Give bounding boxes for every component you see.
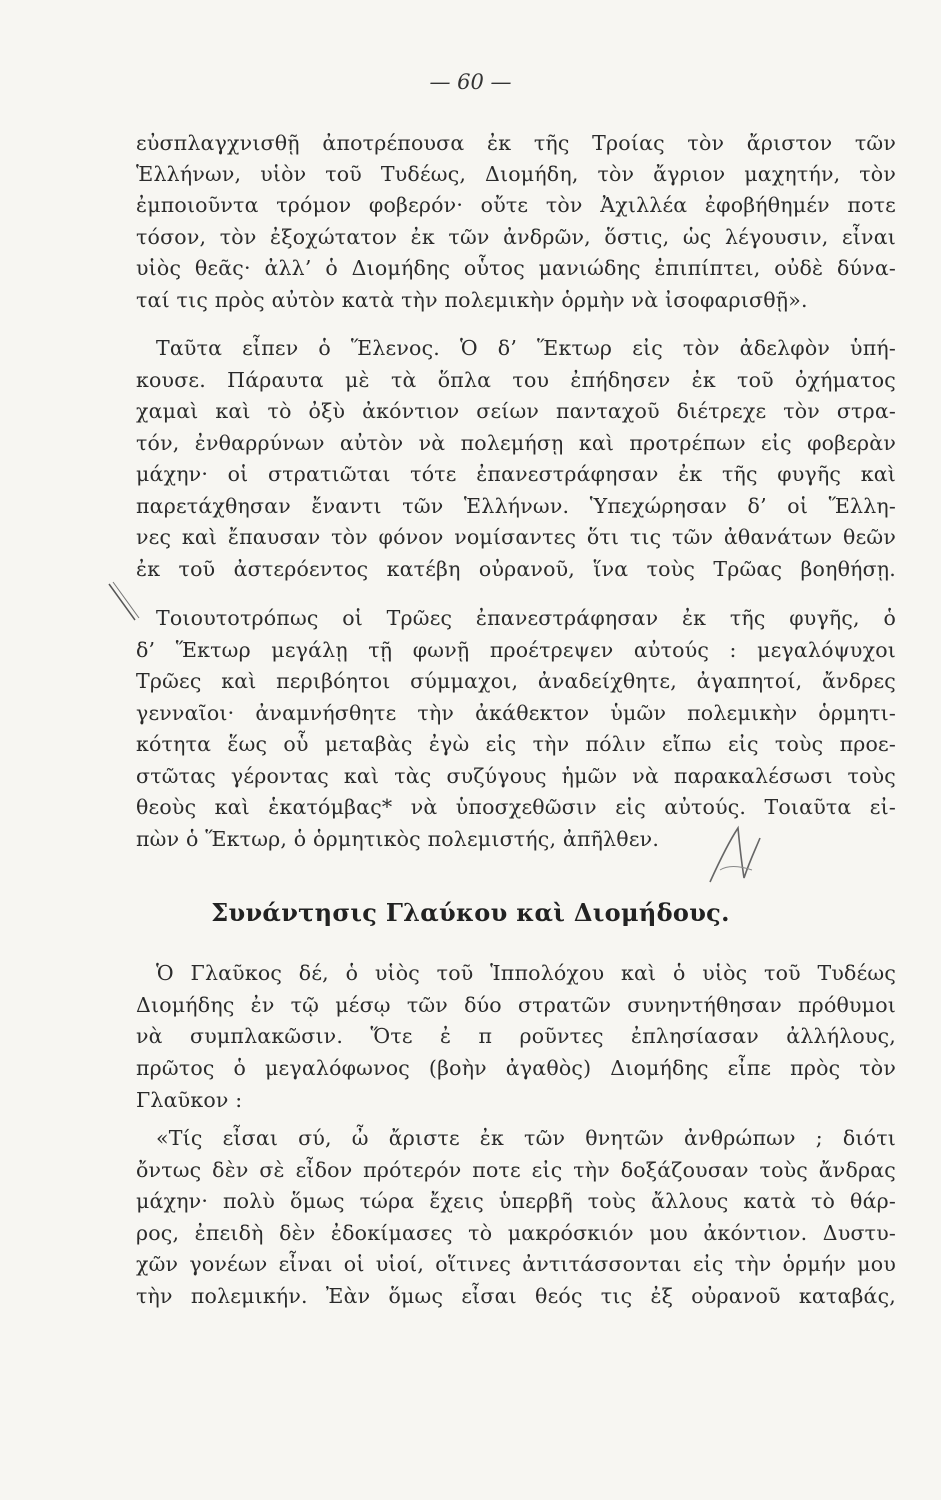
text-line: στῶτας γέροντας καὶ τὰς συζύγους ἡμῶν νὰ παρακαλέσωσι τοὺς — [136, 764, 896, 788]
text-line: υἱὸς θεᾶς· ἀλλ’ ὁ Διομήδης οὗτος μανιώδης ἐπιπίπτει, οὐδὲ δύνα- — [136, 256, 896, 280]
text-line: μάχην· οἱ στρατιῶται τότε ἐπανεστράφησαν ἐκ τῆς φυγῆς καὶ — [136, 462, 896, 486]
section-heading: Συνάντησις Γλαύκου καὶ Διομήδους. — [211, 898, 730, 927]
text-line: μάχην· πολὺ ὅμως τώρα ἔχεις ὑπερβῆ τοὺς ἄλλους κατὰ τὸ θάρ- — [136, 1189, 896, 1213]
text-line: θεοὺς καὶ ἑκατόμβας* νὰ ὑποσχεθῶσιν εἰς αὐτούς. Τοιαῦτα εἰ- — [136, 795, 896, 819]
pencil-mark-icon — [105, 580, 145, 630]
text-line: ταί τις πρὸς αὐτὸν κατὰ τὴν πολεμικὴν ὁρμὴν νὰ ἰσοφαρισθῇ». — [136, 288, 808, 312]
text-line: πὼν ὁ Ἕκτωρ, ὁ ὁρμητικὸς πολεμιστής, ἀπῆλθεν. — [136, 827, 660, 851]
text-line: Διομήδης ἐν τῷ μέσῳ τῶν δύο στρατῶν συνηντήθησαν πρόθυμοι — [136, 993, 896, 1017]
text-line: Ὁ Γλαῦκος δέ, ὁ υἱὸς τοῦ Ἱππολόχου καὶ ὁ υἱὸς τοῦ Τυδέως — [156, 961, 896, 985]
text-line: τόσον, τὸν ἐξοχώτατον ἐκ τῶν ἀνδρῶν, ὅστις, ὡς λέγουσιν, εἶναι — [136, 225, 896, 249]
text-line: Τοιουτοτρόπως οἱ Τρῶες ἐπανεστράφησαν ἐκ τῆς φυγῆς, ὁ — [156, 606, 896, 630]
text-line: χαμαὶ καὶ τὸ ὀξὺ ἀκόντιον σείων πανταχοῦ διέτρεχε τὸν στρα- — [136, 399, 896, 423]
text-line: εὐσπλαγχνισθῇ ἀποτρέπουσα ἐκ τῆς Τροίας τὸν ἄριστον τῶν — [136, 131, 896, 155]
text-line: νες καὶ ἔπαυσαν τὸν φόνον νομίσαντες ὅτι τις τῶν ἀθανάτων θεῶν — [136, 525, 896, 549]
text-line: τόν, ἐνθαρρύνων αὐτὸν νὰ πολεμήσῃ καὶ προτρέπων εἰς φοβερὰν — [136, 431, 896, 455]
text-line: ἐκ τοῦ ἀστερόεντος κατέβη οὐρανοῦ, ἵνα τοὺς Τρῶας βοηθήσῃ. — [136, 557, 896, 581]
text-line: νὰ συμπλακῶσιν. Ὅτε ἐ π ροῦντες ἐπλησίασαν ἀλλήλους, — [136, 1024, 896, 1048]
page-number: — 60 — — [429, 70, 512, 94]
text-line: παρετάχθησαν ἔναντι τῶν Ἑλλήνων. Ὑπεχώρησαν δ’ οἱ Ἕλλη- — [136, 494, 896, 518]
text-line: κουσε. Πάραυτα μὲ τὰ ὅπλα του ἐπήδησεν ἐκ τοῦ ὀχήματος — [136, 368, 896, 392]
text-line: γενναῖοι· ἀναμνήσθητε τὴν ἀκάθεκτον ὑμῶν πολεμικὴν ὁρμητι- — [136, 701, 896, 725]
text-line: Ταῦτα εἶπεν ὁ Ἕλενος. Ὁ δ’ Ἕκτωρ εἰς τὸν ἀδελφὸν ὑπή- — [156, 336, 896, 360]
text-line: ρος, ἐπειδὴ δὲν ἐδοκίμασες τὸ μακρόσκιόν μου ἀκόντιον. Δυστυ- — [136, 1221, 896, 1245]
text-line: κότητα ἕως οὗ μεταβὰς ἐγὼ εἰς τὴν πόλιν εἴπω εἰς τοὺς προε- — [136, 732, 896, 756]
text-line: ὄντως δὲν σὲ εἶδον πρότερόν ποτε εἰς τὴν δοξάζουσαν τοὺς ἄνδρας — [136, 1158, 896, 1182]
text-line: Γλαῦκον : — [136, 1088, 243, 1112]
text-line: Τρῶες καὶ περιβόητοι σύμμαχοι, ἀναδείχθητε, ἀγαπητοί, ἄνδρες — [136, 669, 896, 693]
text-line: τὴν πολεμικήν. Ἐὰν ὅμως εἶσαι θεός τις ἐξ οὐρανοῦ καταβάς, — [136, 1284, 896, 1308]
text-line: πρῶτος ὁ μεγαλόφωνος (βοὴν ἀγαθὸς) Διομήδης εἶπε πρὸς τὸν — [136, 1056, 896, 1080]
text-line: Ἑλλήνων, υἱὸν τοῦ Τυδέως, Διομήδη, τὸν ἄγριον μαχητήν, τὸν — [136, 162, 896, 186]
text-line: ἐμποιοῦντα τρόμον φοβερόν· οὔτε τὸν Ἀχιλλέα ἐφοβήθημέν ποτε — [136, 193, 896, 217]
text-line: χῶν γονέων εἶναι οἱ υἱοί, οἵτινες ἀντιτάσσονται εἰς τὴν ὁρμήν μου — [136, 1252, 896, 1276]
text-line: «Τίς εἶσαι σύ, ὦ ἄριστε ἐκ τῶν θνητῶν ἀνθρώπων ; διότι — [156, 1126, 896, 1150]
pencil-signature-icon — [700, 820, 770, 890]
text-line: δ’ Ἕκτωρ μεγάλῃ τῇ φωνῇ προέτρεψεν αὐτούς : μεγαλόψυχοι — [136, 638, 896, 662]
